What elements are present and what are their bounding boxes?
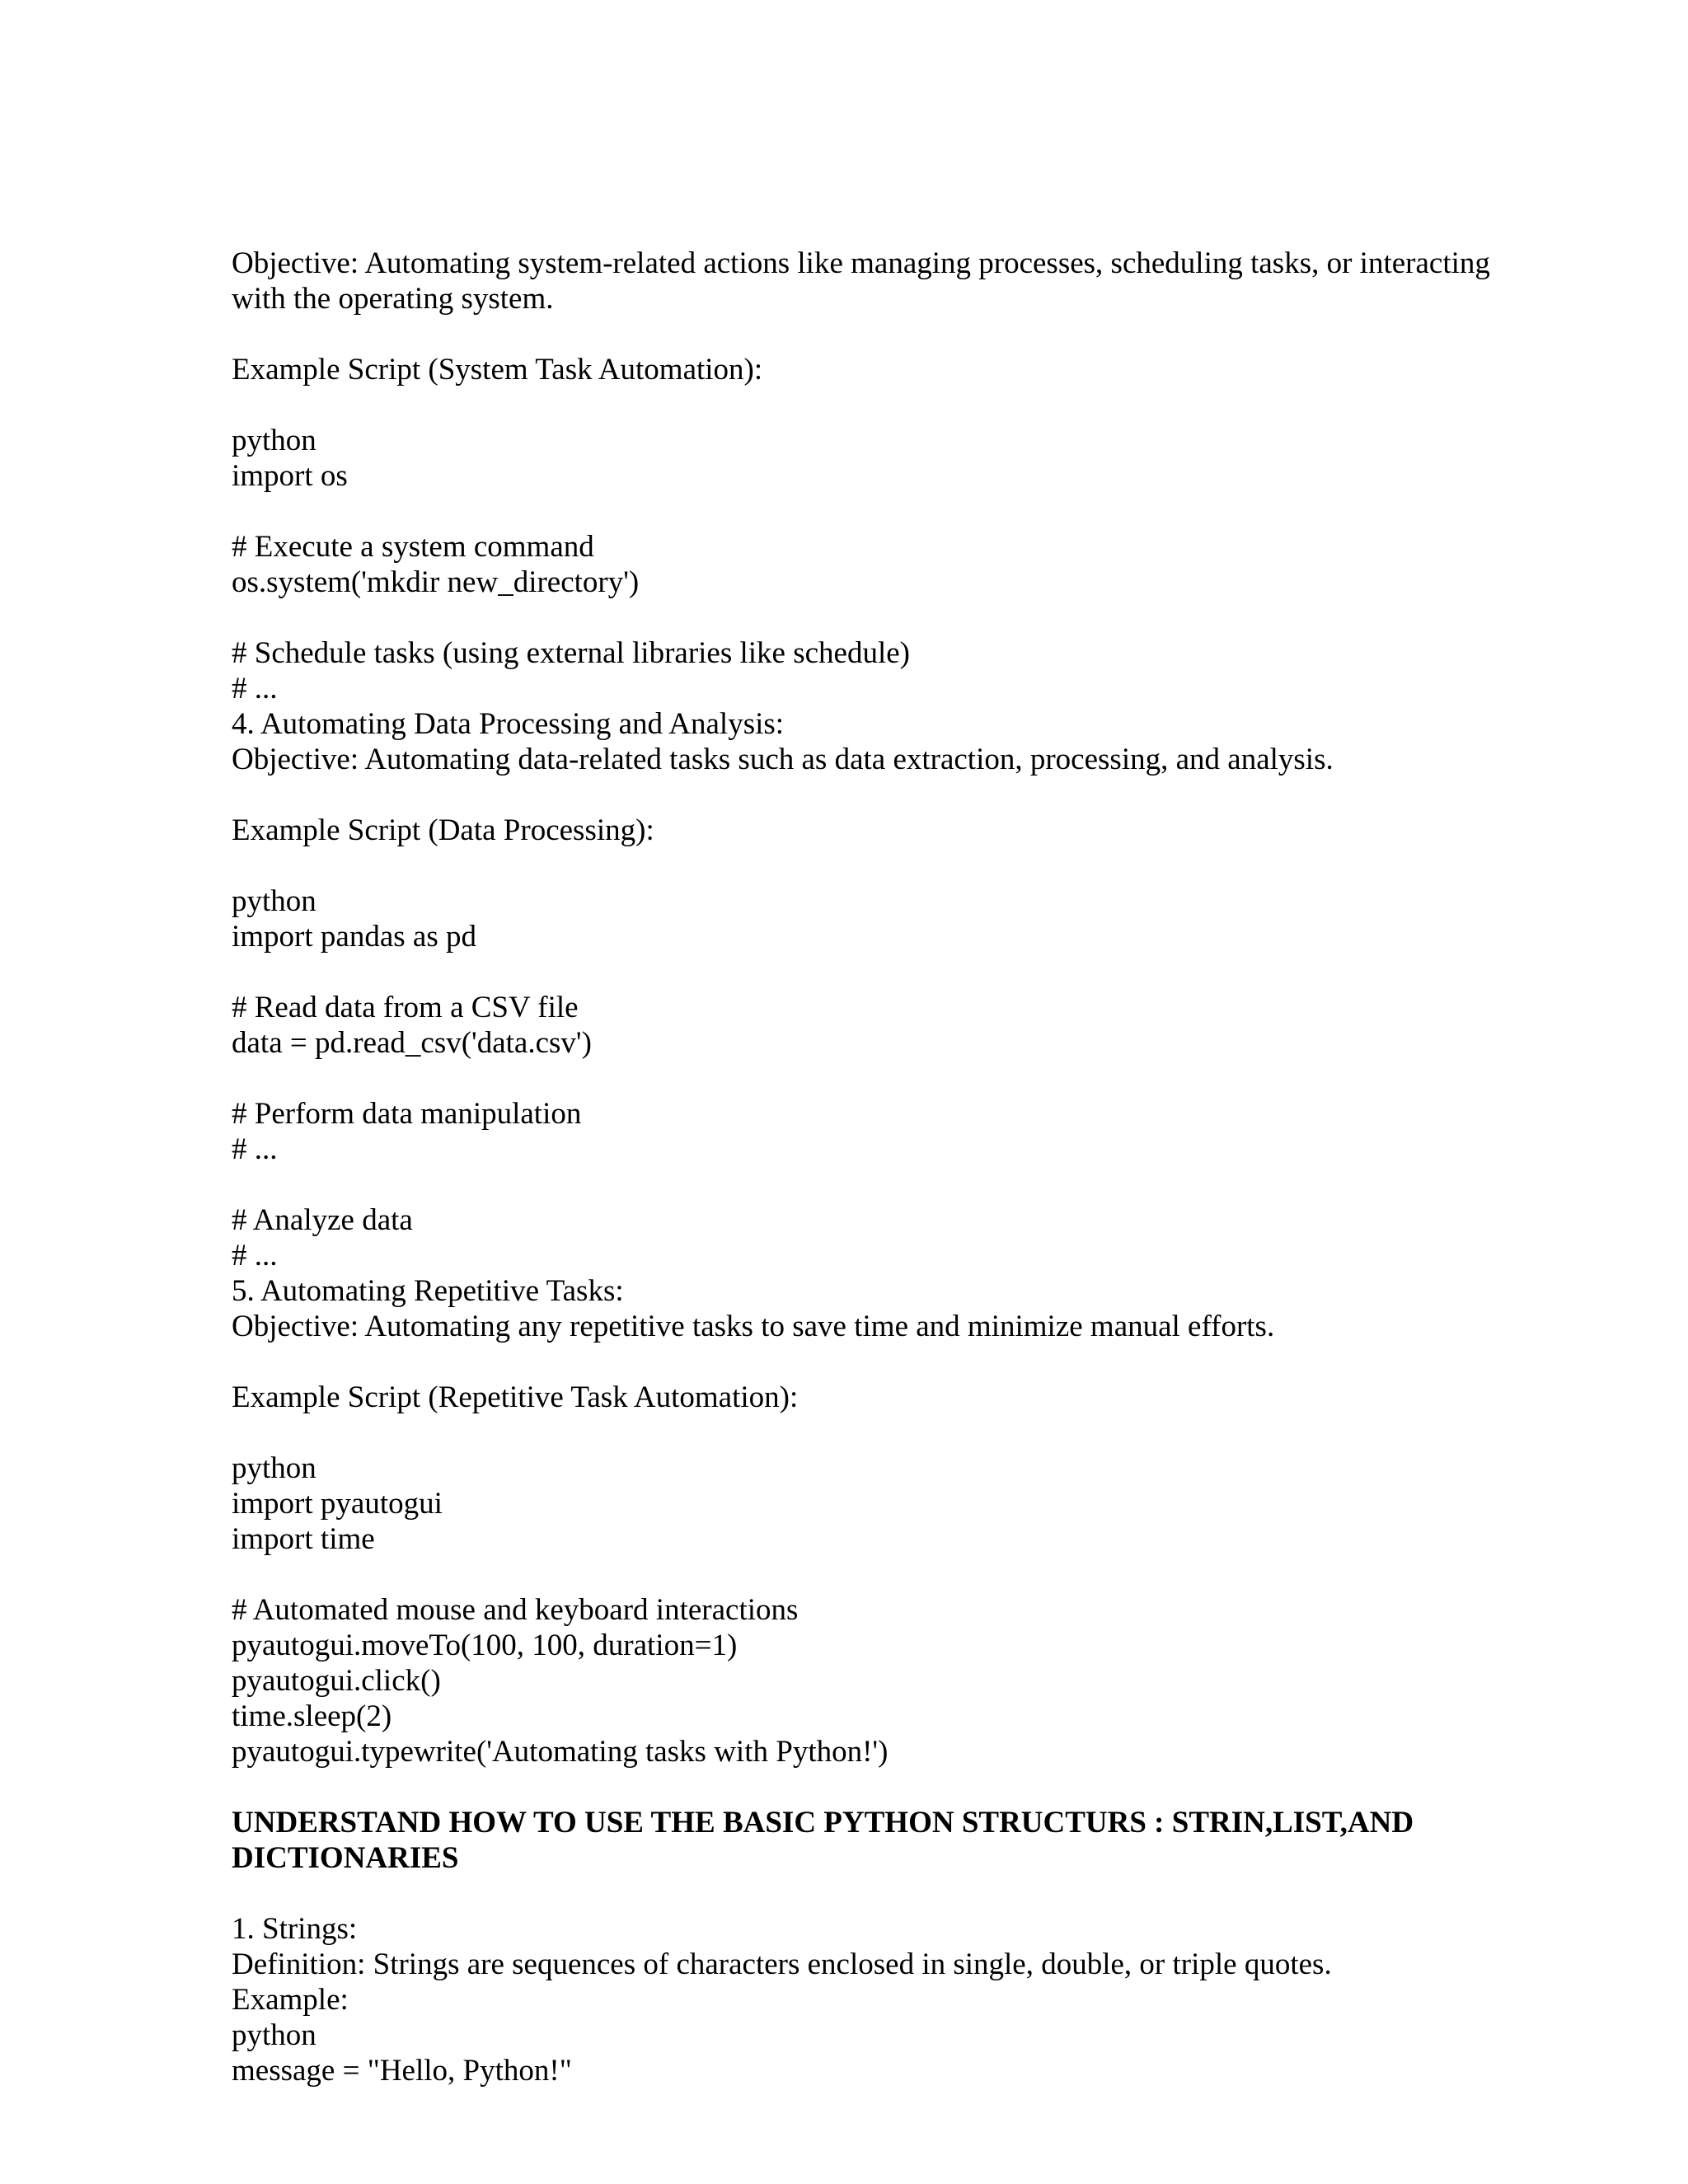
code-line: python xyxy=(232,424,316,457)
paragraph-gap xyxy=(232,1344,1517,1380)
code-line xyxy=(232,954,1517,990)
section-heading: 5. Automating Repetitive Tasks: xyxy=(232,1274,624,1308)
code-line: pyautogui.moveTo(100, 100, duration=1) xyxy=(232,1629,738,1662)
code-line: time.sleep(2) xyxy=(232,1699,392,1733)
code-line xyxy=(232,600,1517,635)
code-line: # Execute a system command xyxy=(232,530,594,564)
code-line xyxy=(232,1061,1517,1096)
objective-text: Objective: Automating system-related actions like managing processes, scheduling tasks, or interacting xyxy=(232,246,1490,280)
code-line: # Read data from a CSV file xyxy=(232,991,579,1024)
code-line: # Automated mouse and keyboard interactions xyxy=(232,1593,799,1627)
code-line: # ... xyxy=(232,672,278,705)
paragraph-gap xyxy=(232,1415,1517,1451)
paragraph-gap xyxy=(232,1876,1517,1911)
code-line: import pandas as pd xyxy=(232,920,476,954)
code-line: # Schedule tasks (using external libraries like schedule) xyxy=(232,636,910,670)
example-title: Example Script (Data Processing): xyxy=(232,813,654,847)
code-line: python xyxy=(232,884,316,918)
bold-heading: DICTIONARIES xyxy=(232,1841,459,1875)
code-line: # ... xyxy=(232,1239,278,1272)
code-line: pyautogui.typewrite('Automating tasks with Python!') xyxy=(232,1735,889,1769)
code-line: os.system('mkdir new_directory') xyxy=(232,565,640,599)
code-line: message = "Hello, Python!" xyxy=(232,2054,572,2088)
objective-text: with the operating system. xyxy=(232,282,554,316)
paragraph-gap xyxy=(232,387,1517,423)
code-line: # ... xyxy=(232,1132,278,1166)
bold-heading: UNDERSTAND HOW TO USE THE BASIC PYTHON STRUCTURS : STRIN,LIST,AND xyxy=(232,1806,1414,1840)
paragraph-gap xyxy=(232,777,1517,813)
section-heading: 4. Automating Data Processing and Analysis: xyxy=(232,707,785,741)
example-title: Example Script (Repetitive Task Automation): xyxy=(232,1380,799,1414)
code-line xyxy=(232,1167,1517,1202)
document-body xyxy=(232,246,1517,2088)
objective-text: Objective: Automating any repetitive tasks to save time and minimize manual efforts. xyxy=(232,1310,1275,1343)
code-line xyxy=(232,1557,1517,1592)
code-line: python xyxy=(232,2018,316,2052)
paragraph-gap xyxy=(232,1769,1517,1805)
paragraph-gap xyxy=(232,316,1517,352)
code-line: data = pd.read_csv('data.csv') xyxy=(232,1026,592,1060)
code-line: # Analyze data xyxy=(232,1203,413,1237)
code-line: import pyautogui xyxy=(232,1487,443,1521)
code-line: import time xyxy=(232,1522,375,1556)
code-line xyxy=(232,494,1517,529)
paragraph-gap xyxy=(232,848,1517,883)
definition-text: Definition: Strings are sequences of characters enclosed in single, double, or triple quotes. xyxy=(232,1947,1332,1981)
code-line: python xyxy=(232,1451,316,1485)
code-line: pyautogui.click() xyxy=(232,1664,441,1698)
code-line: import os xyxy=(232,459,348,493)
example-title: Example Script (System Task Automation): xyxy=(232,353,763,387)
code-line: # Perform data manipulation xyxy=(232,1097,582,1131)
example-label: Example: xyxy=(232,1983,349,2017)
subsection-heading: 1. Strings: xyxy=(232,1912,358,1946)
objective-text: Objective: Automating data-related tasks such as data extraction, processing, and analysis. xyxy=(232,743,1334,776)
